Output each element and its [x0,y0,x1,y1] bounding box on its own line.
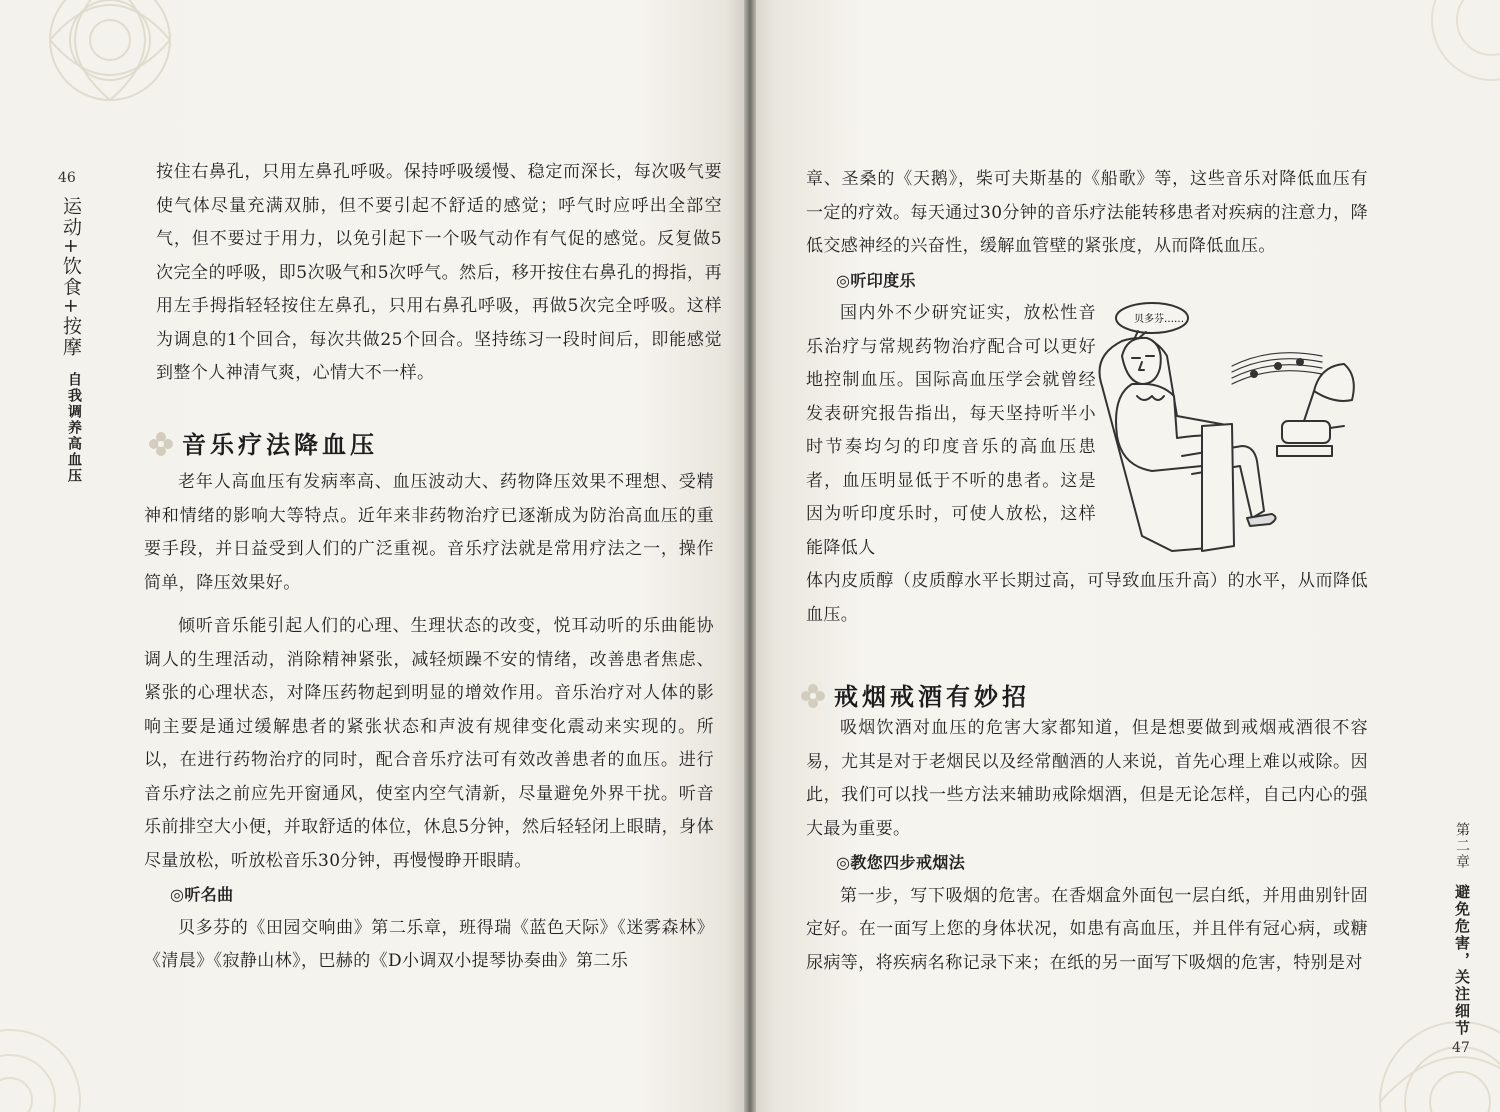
right-bottom-text [806,712,1368,980]
right-top-text [806,163,1368,297]
subhead-famous-music: ◎听名曲 [170,885,234,904]
music-paragraph-2: 倾听音乐能引起人们的心理、生理状态的改变，悦耳动听的乐曲能协调人的生理活动，消除精神紧张，减轻烦躁不安的情绪，改善患者焦虑、紧张的心理状态，对降压药物起到明显的增效作用。音乐治疗对人体的影响主要是通过缓解患者的紧张状态和声波有规律变化震动来实现的。所以，在进行药物治疗的同时，配合音乐疗法可有效改善患者的血压。进行音乐疗法之前应先开窗通风，使室内空气清新，尽量避免外界干扰。听音乐前排空大小便，并取舒适的体位，休息5分钟，然后轻轻闭上眼睛，身体尽量放松，听放松音乐30分钟，再慢慢睁开眼睛。 [144,616,714,871]
chapter-side-title: 避免危害，关注细节 [1453,884,1471,1037]
floral-ornament-top-right [1412,0,1500,110]
left-intro-text [156,156,722,391]
indian-music-paragraph: 国内外不少研究证实，放松性音乐治疗与常规药物治疗配合可以更好地控制血压。国际高血压学会就曾经发表研究报告指出，每天坚持听半小时节奏均匀的印度音乐的高血压患者，血压明显低于不听的患者。这是因为听印度乐时，可使人放松，这样能降低人 [806,303,1096,558]
speech-bubble-text: 贝多芬…… [1134,314,1184,325]
chapter-label: 第二章 [1454,822,1470,870]
indian-music-paragraph-continued: 体内皮质醇（皮质醇水平长期过高，可导致血压升高）的水平，从而降低血压。 [806,571,1368,625]
section-title-text: 戒烟戒酒有妙招 [834,683,1030,711]
subhead-four-steps: ◎教您四步戒烟法 [836,853,966,872]
quit-smoking-paragraph: 吸烟饮酒对血压的危害大家都知道，但是想要做到戒烟戒酒很不容易，尤其是对于老烟民以及经常酗酒的人来说，首先心理上难以戒除。因此，我们可以找一些方法来辅助戒除烟酒，但是无论怎样，自己内心的强大最为重要。 [806,718,1368,839]
intro-paragraph: 按住右鼻孔，只用左鼻孔呼吸。保持呼吸缓慢、稳定而深长，每次吸气要使气体尽量充满双肺，但不要引起不舒适的感觉；呼气时应呼出全部空气，但不要过于用力，以免引起下一个吸气动作有气促的感觉。反复做5次完全的呼吸，即5次吸气和5次呼气。然后，移开按住右鼻孔的拇指，再用左手拇指轻轻按住左鼻孔，只用右鼻孔呼吸，再做5次完全呼吸。这样为调息的1个回合，每次共做25个回合。坚持练习一段时间后，即能感觉到整个人神清气爽，心情大不一样。 [156,162,722,383]
music-paragraph-1: 老年人高血压有发病率高、血压波动大、药物降压效果不理想、受精神和情绪的影响大等特点。近年来非药物治疗已逐渐成为防治高血压的重要手段，并日益受到人们的广泛重视。音乐疗法就是常用疗法之一，操作简单，降压效果好。 [144,472,714,593]
floral-ornament-bottom-right [1350,972,1500,1112]
book-spine [744,0,756,1112]
page-number: 47 [1452,1040,1470,1056]
floral-ornament-bottom-left [0,990,110,1112]
floral-ornament-top-left [0,0,240,150]
section-title-music-therapy [148,425,378,460]
flower-bullet-icon [800,683,826,709]
left-body-text [144,466,714,979]
book-side-subtitle: 自我调养高血压 [66,372,82,484]
section-title-text: 音乐疗法降血压 [182,431,378,459]
page-number: 46 [58,170,76,186]
subhead-indian-music: ◎听印度乐 [836,270,916,290]
illustration-man-listening-gramophone [1082,296,1362,558]
section-title-quit-smoking [800,677,1030,712]
book-side-title: 运动+饮食+按摩 [60,196,82,358]
right-page [752,0,1500,1112]
right-paragraph-1: 章、圣桑的《天鹅》，柴可夫斯基的《船歌》等，这些音乐对降低血压有一定的疗效。每天通过30分钟的音乐疗法能转移患者对疾病的注意力，降低交感神经的兴奋性，缓解血管壁的紧张度，从而降低血压。 [806,169,1368,256]
right-wrap-text [806,297,1096,565]
left-page [0,0,748,1112]
flower-bullet-icon [148,431,174,457]
right-full-text [806,565,1368,632]
step-one-paragraph: 第一步，写下吸烟的危害。在香烟盒外面包一层白纸，并用曲别针固定好。在一面写上您的身体状况，如患有高血压，并且伴有冠心病，或糖尿病等，将疾病名称记录下来；在纸的另一面写下吸烟的危害，特别是对 [806,885,1368,973]
music-paragraph-3: 贝多芬的《田园交响曲》第二乐章，班得瑞《蓝色天际》《迷雾森林》《清晨》《寂静山林》，巴赫的《D小调双小提琴协奏曲》第二乐 [144,917,714,971]
